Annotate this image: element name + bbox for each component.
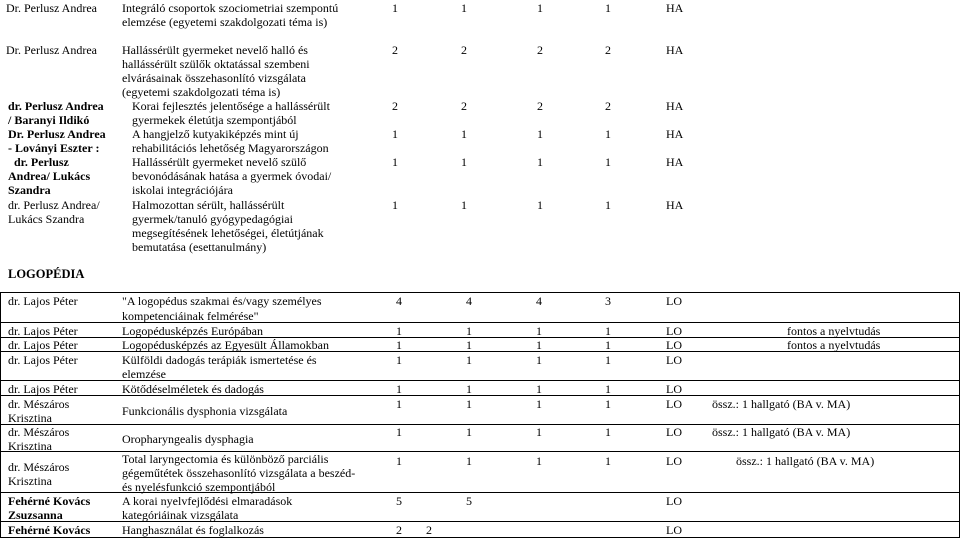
- lower-row-7-count-2: 1: [466, 425, 472, 439]
- lower-row-4-title: elemzése: [122, 367, 166, 381]
- upper-row-4-count-2: 1: [461, 127, 467, 141]
- lower-row-6-count-2: 1: [466, 397, 472, 411]
- lower-row-1-count-4: 3: [605, 294, 611, 308]
- lower-row-2-count-2: 1: [466, 324, 472, 338]
- upper-row-2-count-1: 2: [392, 43, 398, 57]
- lower-row-10-count-2: 2: [426, 523, 432, 537]
- lower-row-9-author: Zsuzsanna: [8, 508, 63, 522]
- lower-row-6-count-1: 1: [396, 397, 402, 411]
- lower-row-3-level: LO: [666, 338, 682, 352]
- lower-row-9-level: LO: [666, 494, 682, 508]
- lower-row-7-count-1: 1: [396, 425, 402, 439]
- lower-row-7-level: LO: [666, 425, 682, 439]
- lower-row-1-author: dr. Lajos Péter: [8, 294, 78, 308]
- upper-row-2-count-3: 2: [537, 43, 543, 57]
- lower-row-2-count-1: 1: [396, 324, 402, 338]
- upper-row-5-author: Andrea/ Lukács: [8, 169, 91, 183]
- lower-row-6-note: össz.: 1 hallgató (BA v. MA): [712, 397, 851, 411]
- lower-row-8-note: össz.: 1 hallgató (BA v. MA): [736, 454, 875, 468]
- lower-row-2-title: Logopédusképzés Európában: [122, 324, 263, 338]
- lower-row-8-title: Total laryngectomia és különböző parciális: [122, 452, 329, 466]
- lower-row-4-count-1: 1: [396, 353, 402, 367]
- lower-row-1-title: kompetenciáinak felmérése": [122, 309, 259, 323]
- upper-row-3-title: Korai fejlesztés jelentősége a hallássérült: [132, 99, 330, 113]
- section-title: LOGOPÉDIA: [8, 267, 85, 281]
- upper-row-5-level: HA: [666, 155, 684, 169]
- lower-row-2-count-3: 1: [536, 324, 542, 338]
- upper-row-2-level: HA: [666, 43, 684, 57]
- row-divider: [0, 537, 960, 538]
- upper-row-6-title: gyermek/tanuló gyógypedagógiai: [132, 212, 293, 226]
- upper-row-6-count-1: 1: [392, 198, 398, 212]
- lower-row-6-level: LO: [666, 397, 682, 411]
- lower-row-6-count-4: 1: [605, 397, 611, 411]
- lower-row-10-count-1: 2: [396, 523, 402, 537]
- lower-row-3-title: Logopédusképzés az Egyesült Államokban: [122, 338, 329, 352]
- lower-row-8-count-3: 1: [536, 454, 542, 468]
- lower-row-4-count-2: 1: [466, 353, 472, 367]
- upper-row-1-level: HA: [666, 1, 684, 15]
- lower-row-10-author: Fehérné Kovács: [8, 523, 91, 537]
- lower-row-5-title: Kötődéselméletek és dadogás: [122, 382, 264, 396]
- lower-row-10-title: Hanghasználat és foglalkozás: [122, 523, 264, 537]
- lower-row-6-count-3: 1: [536, 397, 542, 411]
- upper-row-1-count-1: 1: [392, 1, 398, 15]
- upper-row-2-title: Hallássérült gyermeket nevelő halló és: [122, 43, 308, 57]
- lower-row-8-level: LO: [666, 454, 682, 468]
- lower-row-3-count-1: 1: [396, 338, 402, 352]
- row-divider: [0, 380, 960, 381]
- lower-row-1-level: LO: [666, 294, 682, 308]
- upper-row-3-count-2: 2: [461, 99, 467, 113]
- lower-row-3-count-2: 1: [466, 338, 472, 352]
- upper-row-1-count-4: 1: [605, 1, 611, 15]
- upper-row-4-count-4: 1: [605, 127, 611, 141]
- lower-row-5-count-2: 1: [466, 382, 472, 396]
- upper-row-2-title: (egyetemi szakdolgozati téma is): [122, 85, 281, 99]
- upper-row-2-author: Dr. Perlusz Andrea: [6, 43, 97, 57]
- upper-row-1-title: Integráló csoportok szociometriai szempontú: [122, 1, 339, 15]
- upper-row-2-title: hallássérült szülők oktatással szembeni: [122, 57, 310, 71]
- upper-row-2-count-4: 2: [605, 43, 611, 57]
- upper-row-6-author: dr. Perlusz Andrea/: [8, 198, 100, 212]
- lower-row-5-count-3: 1: [536, 382, 542, 396]
- lower-row-8-title: és nyelésfunkció szempontjából: [122, 480, 276, 494]
- upper-row-4-level: HA: [666, 127, 684, 141]
- lower-row-5-author: dr. Lajos Péter: [8, 382, 78, 396]
- upper-row-6-title: Halmozottan sérült, hallássérült: [132, 198, 285, 212]
- lower-row-4-author: dr. Lajos Péter: [8, 353, 78, 367]
- lower-row-9-count-2: 5: [466, 494, 472, 508]
- upper-row-5-title: bevonódásának hatása a gyermek óvodai/: [132, 169, 332, 183]
- lower-row-8-count-1: 1: [396, 454, 402, 468]
- row-divider: [0, 451, 960, 452]
- upper-row-5-author: dr. Perlusz: [14, 155, 69, 169]
- row-divider: [0, 395, 960, 396]
- upper-row-2-title: elvárásainak összehasonlító vizsgálata: [122, 71, 306, 85]
- lower-row-2-note: fontos a nyelvtudás: [787, 324, 881, 338]
- upper-row-4-author: Dr. Perlusz Andrea: [8, 127, 106, 141]
- upper-row-3-title: gyermekek életútja szempontjából: [132, 113, 297, 127]
- lower-row-4-title: Külföldi dadogás terápiák ismertetése és: [122, 353, 317, 367]
- lower-row-6-author: Krisztina: [8, 411, 52, 425]
- upper-row-5-title: Hallássérült gyermeket nevelő szülő: [132, 155, 307, 169]
- upper-row-1-count-2: 1: [461, 1, 467, 15]
- lower-row-8-count-2: 1: [466, 454, 472, 468]
- lower-row-6-author: dr. Mészáros: [8, 397, 70, 411]
- upper-row-4-count-3: 1: [537, 127, 543, 141]
- lower-row-6-title: Funkcionális dysphonia vizsgálata: [122, 404, 288, 418]
- upper-row-6-count-3: 1: [537, 198, 543, 212]
- upper-row-2-count-2: 2: [461, 43, 467, 57]
- lower-row-2-count-4: 1: [605, 324, 611, 338]
- upper-row-5-title: iskolai integrációjára: [132, 183, 233, 197]
- lower-row-4-level: LO: [666, 353, 682, 367]
- lower-row-1-title: "A logopédus szakmai és/vagy személyes: [122, 294, 322, 308]
- upper-row-6-title: bemutatása (esettanulmány): [132, 240, 267, 254]
- lower-row-3-author: dr. Lajos Péter: [8, 338, 78, 352]
- upper-row-6-count-2: 1: [461, 198, 467, 212]
- column-divider: [0, 292, 1, 538]
- lower-row-9-count-1: 5: [396, 494, 402, 508]
- lower-row-1-count-3: 4: [536, 294, 542, 308]
- lower-row-2-level: LO: [666, 324, 682, 338]
- row-divider: [0, 322, 960, 323]
- lower-row-7-count-3: 1: [536, 425, 542, 439]
- row-divider: [0, 351, 960, 352]
- lower-row-7-count-4: 1: [605, 425, 611, 439]
- lower-row-9-title: A korai nyelvfejlődési elmaradások: [122, 494, 293, 508]
- lower-row-9-author: Fehérné Kovács: [8, 494, 91, 508]
- lower-row-7-author: Krisztina: [8, 439, 52, 453]
- row-divider: [0, 521, 960, 522]
- row-divider: [0, 337, 960, 338]
- upper-row-5-count-2: 1: [461, 155, 467, 169]
- upper-row-3-count-4: 2: [605, 99, 611, 113]
- lower-row-7-title: Oropharyngealis dysphagia: [122, 432, 254, 446]
- upper-row-4-title: rehabilitációs lehetőség Magyarországon: [132, 141, 329, 155]
- upper-row-6-author: Lukács Szandra: [8, 212, 85, 226]
- upper-row-6-level: HA: [666, 198, 684, 212]
- lower-row-8-title: gégeműtétek összehasonlító vizsgálata a beszéd-: [122, 466, 356, 480]
- upper-row-1-author: Dr. Perlusz Andrea: [6, 1, 97, 15]
- upper-row-3-count-3: 2: [537, 99, 543, 113]
- row-divider: [0, 492, 960, 493]
- upper-row-5-author: Szandra: [8, 183, 51, 197]
- lower-row-7-note: össz.: 1 hallgató (BA v. MA): [712, 425, 851, 439]
- lower-row-8-author: dr. Mészáros: [8, 460, 70, 474]
- lower-row-7-author: dr. Mészáros: [8, 425, 70, 439]
- lower-row-1-count-2: 4: [466, 294, 472, 308]
- upper-row-3-count-1: 2: [392, 99, 398, 113]
- lower-row-1-count-1: 4: [396, 294, 402, 308]
- upper-row-5-count-3: 1: [537, 155, 543, 169]
- upper-row-6-count-4: 1: [605, 198, 611, 212]
- lower-row-10-level: LO: [666, 523, 682, 537]
- lower-row-8-count-4: 1: [605, 454, 611, 468]
- lower-row-8-author: Krisztina: [8, 474, 52, 488]
- lower-row-4-count-4: 1: [605, 353, 611, 367]
- upper-row-4-count-1: 1: [392, 127, 398, 141]
- lower-row-3-count-4: 1: [605, 338, 611, 352]
- lower-row-5-level: LO: [666, 382, 682, 396]
- upper-row-5-count-4: 1: [605, 155, 611, 169]
- upper-row-4-title: A hangjelző kutyakiképzés mint új: [132, 127, 299, 141]
- upper-row-3-author: dr. Perlusz Andrea: [8, 99, 104, 113]
- lower-row-3-count-3: 1: [536, 338, 542, 352]
- upper-row-6-title: megsegítésének lehetőségei, életútjának: [132, 226, 324, 240]
- lower-row-2-author: dr. Lajos Péter: [8, 324, 78, 338]
- upper-row-3-level: HA: [666, 99, 684, 113]
- lower-row-3-note: fontos a nyelvtudás: [787, 338, 881, 352]
- upper-row-4-author: - Loványi Eszter :: [8, 141, 100, 155]
- lower-row-9-title: kategóriáinak vizsgálata: [122, 508, 239, 522]
- row-divider: [0, 292, 960, 293]
- lower-row-4-count-3: 1: [536, 353, 542, 367]
- upper-row-5-count-1: 1: [392, 155, 398, 169]
- upper-row-1-title: elemzése (egyetemi szakdolgozati téma is): [122, 15, 328, 29]
- lower-row-5-count-1: 1: [396, 382, 402, 396]
- upper-row-3-author: / Baranyi Ildikó: [8, 113, 90, 127]
- lower-row-5-count-4: 1: [605, 382, 611, 396]
- row-divider: [0, 424, 960, 425]
- upper-row-1-count-3: 1: [537, 1, 543, 15]
